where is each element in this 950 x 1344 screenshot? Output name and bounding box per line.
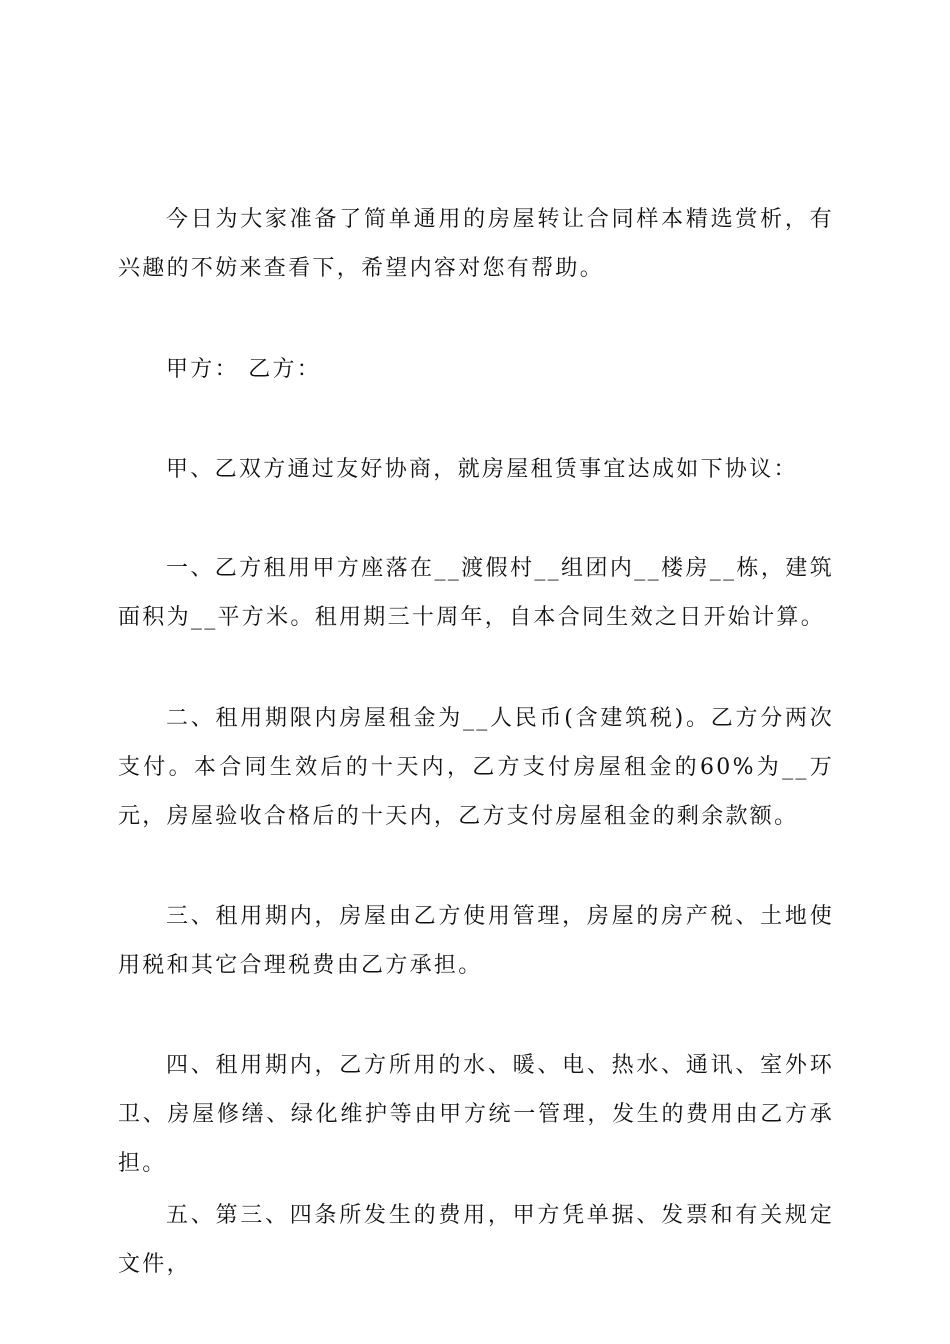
parties-line: 甲方： 乙方： (166, 357, 322, 382)
clause-3: 三、租用期内，房屋由乙方使用管理，房屋的房产税、土地使用税和其它合理税费由乙方承担。 (118, 904, 834, 978)
clause-4: 四、租用期内，乙方所用的水、暖、电、热水、通讯、室外环卫、房屋修缮、绿化维护等由甲方统一管理，发生的费用由乙方承担。 (118, 1053, 834, 1176)
clause-5: 五、第三、四条所发生的费用，甲方凭单据、发票和有关规定文件， (118, 1203, 834, 1277)
intro-paragraph: 今日为大家准备了简单通用的房屋转让合同样本精选赏析，有兴趣的不妨来查看下，希望内容对您有帮助。 (118, 207, 834, 281)
clause-1: 一、乙方租用甲方座落在__渡假村__组团内__楼房__栋，建筑面积为__平方米。租用期三十周年，自本合同生效之日开始计算。 (118, 556, 834, 630)
clause-2: 二、租用期限内房屋租金为__人民币(含建筑税)。乙方分两次支付。本合同生效后的十天内，乙方支付房屋租金的60%为__万元，房屋验收合格后的十天内，乙方支付房屋租金的剩余款额。 (118, 706, 834, 829)
agreement-preamble: 甲、乙双方通过友好协商，就房屋租赁事宜达成如下协议： (166, 457, 798, 482)
